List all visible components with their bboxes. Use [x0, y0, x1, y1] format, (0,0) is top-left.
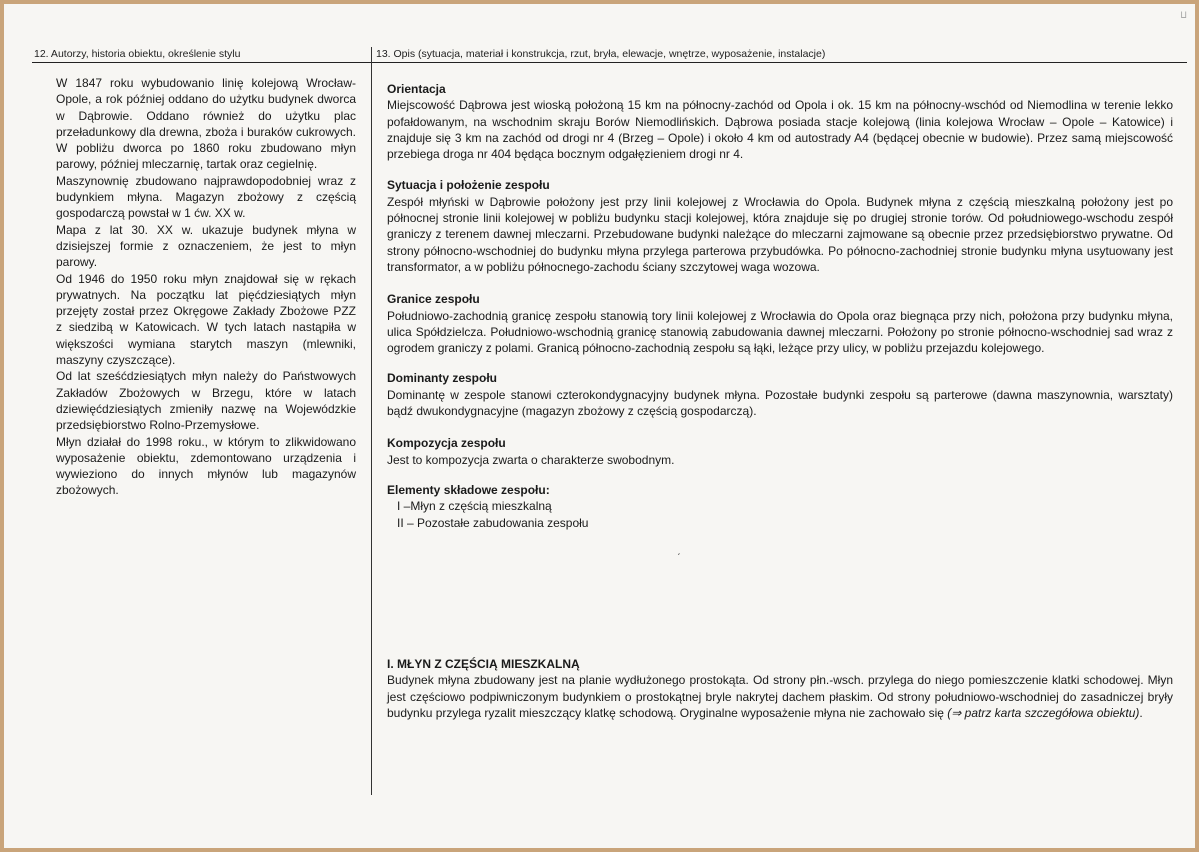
sytuacja-section [387, 177, 1173, 275]
section-12-label: 12. Autorzy, historia obiektu, określenie stylu [34, 48, 241, 60]
dominanty-section [387, 370, 1173, 419]
sytuacja-heading: Sytuacja i położenie zespołu [387, 178, 550, 193]
granice-section [387, 291, 1173, 356]
list-item: I –Młyn z częścią mieszkalną [397, 499, 552, 514]
description-column [387, 81, 1173, 531]
elementy-heading: Elementy składowe zespołu: [387, 482, 550, 497]
corner-mark: ⵡ [1180, 10, 1187, 20]
mlyn-end-punct: . [1139, 705, 1143, 720]
mlyn-heading: I. MŁYN Z CZĘŚCIĄ MIESZKALNĄ [387, 657, 580, 671]
mlyn-body: Budynek młyna zbudowany jest na planie wydłużonego prostokąta. Od strony płn.-wsch. przylega do niego pomieszczenie klatki schodowej. Młyn jest częściowo podpiwniczonym budynkiem o prostokątnej bryle nakrytej dachem płaskim. Od strony południowo-wschodniej do zasadniczej bryły budynku przylega ryzalit mieszczący klatkę schodową. Oryginalne wyposażenie młyna nie zachowało się [387, 673, 1173, 720]
history-paragraph: Mapa z lat 30. XX w. ukazuje budynek młyna w dzisiejszej formie z oznaczeniem, że jest to młyn parowy. [56, 222, 356, 270]
history-paragraph: Maszynownię zbudowano najprawdopodobniej wraz z budynkiem młyna. Magazyn zbożowy z częścią gospodarczą powstał w 1 ćw. XX w. [56, 173, 356, 221]
mlyn-section [387, 656, 1173, 721]
kompozycja-section [387, 435, 1173, 468]
elementy-section [387, 482, 1173, 531]
granice-text: Południowo-zachodnią granicę zespołu stanowią tory linii kolejowej z Wrocławia do Opola oraz biegnąca przy nich, położona przy budynku młyna, ulica Spółdzielcza. Południowo-wschodnią granicę stanowią zabudowania dawnej mleczarni. Położony po stronie północno-wschodniej sad wraz z ogrodem graniczy z polami. Granicą północno-zachodnią zespołu są łąki, leżące przy ulicy, w pobliżu przejazdu kolejowego. [387, 308, 1173, 356]
dominanty-heading: Dominanty zespołu [387, 371, 498, 386]
dominanty-text: Dominantę w zespole stanowi czterokondygnacyjny budynek młyna. Pozostałe budynki zespołu są parterowe (dawna maszynownia, warsztaty) bądź dwukondygnacyjne (magazyn zbożowy z częścią gospodarczą). [387, 387, 1173, 419]
granice-heading: Granice zespołu [387, 292, 480, 307]
orientacja-text: Miejscowość Dąbrowa jest wioską położoną 15 km na północny-zachód od Opola i ok. 15 km na północny-wschód od Niemodlina w terenie lekko pofałdowanym, na wschodnim skraju Borów Niemodlińskich. Dąbrowa posiada stacje kolejową (linia kolejowa Wrocław – Opole – Katowice) i znajduje się 3 km na zachód od drogi nr 4 (Brzeg – Opole) i około 4 km od autostrady A4 (będącej obecnie w budowie). Przez samą miejscowość przebiega droga nr 404 będąca bocznym odgałęzieniem drogi nr 4. [387, 98, 1173, 162]
section-13-label: 13. Opis (sytuacja, materiał i konstrukcja, rzut, bryła, elewacje, wnętrze, wyposażenie, instalacje) [376, 48, 826, 60]
sytuacja-text: Zespół młyński w Dąbrowie położony jest przy linii kolejowej z Wrocławia do Opola. Budynek młyna z częścią mieszkalną położony jest po północnej stronie linii kolejowej w pobliżu budynku stacji kolejowej, która znajduje się po drugiej stronie torów. Od południowego-wschodu zespół graniczy z terenem dawnej mleczarni. Przebudowane budynki należące do mleczarni zajmowane są obecnie przez przedsiębiorstwo prywatne. Od strony północno-wschodniej do budynku młyna przylega parterowa przybudówka. Po północno-zachodniej stronie budynku młyna usytuowany jest transformator, a w pobliżu północnego-zachodu ściany szczytowej waga wozowa. [387, 194, 1173, 274]
history-paragraph: W 1847 roku wybudowanio linię kolejową Wrocław-Opole, a rok później oddano do użytku budynek dworca w Dąbrowie. Oddano również do użytku plac przeładunkowy dla drewna, zboża i buraków cukrowych. W pobliżu dworca po 1860 roku zbudowano młyn parowy, później mleczarnię, tartak oraz cegielnię. [56, 76, 356, 172]
stray-mark: ˏ [677, 545, 681, 556]
elementy-list [387, 498, 1173, 531]
kompozycja-text: Jest to kompozycja zwarta o charakterze swobodnym. [387, 452, 675, 467]
list-item: II – Pozostałe zabudowania zespołu [397, 515, 589, 530]
history-paragraph: Od 1946 do 1950 roku młyn znajdował się w rękach prywatnych. Na początku lat pięćdziesiątych młyn przejęty został przez Okręgowe Zakłady Zbożowe PZZ z siedzibą w Katowicach. W tych latach nastąpiła w większości wymiana starytch maszyn (mlewniki, maszyny czyszczące). [56, 271, 356, 368]
mlyn-reference: (⇒ patrz karta szczegółowa obiektu) [947, 705, 1140, 720]
header-divider [32, 62, 1187, 63]
orientacja-section [387, 81, 1173, 162]
kompozycja-heading: Kompozycja zespołu [387, 436, 506, 451]
history-column [56, 75, 356, 499]
history-paragraph: Od lat sześćdziesiątych młyn należy do Państwowych Zakładów Zbożowych w Brzegu, które w latach dziewięćdziesiątych zmieniły nazwę na Wojewódzkie przedsiębiorstwo Rolno-Przemysłowe. [56, 369, 356, 433]
orientacja-heading: Orientacja [387, 82, 446, 96]
document-sheet [4, 4, 1195, 848]
mlyn-text [387, 672, 1173, 721]
column-divider [371, 47, 372, 795]
history-paragraph: Młyn działał do 1998 roku., w którym to zlikwidowano wyposażenie obiektu, zdemontowano urządzenia i wywieziono do innych młynów lub magazynów zbożowych. [56, 434, 356, 498]
